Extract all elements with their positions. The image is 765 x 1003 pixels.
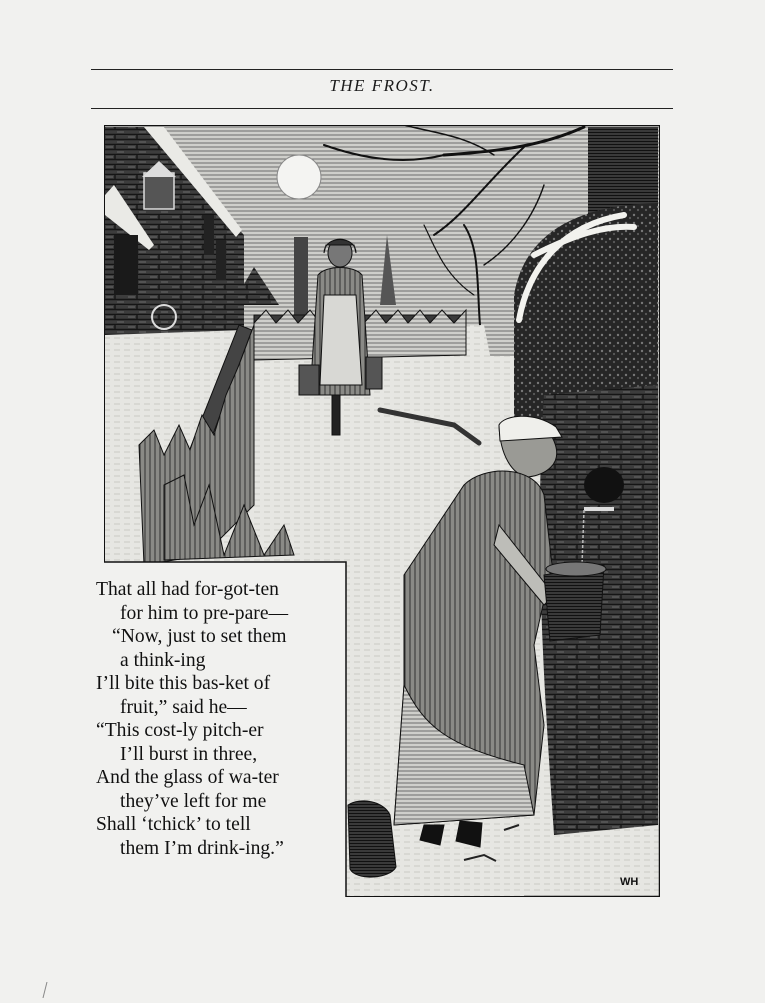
verse-line: for him to pre-pare— — [120, 602, 289, 624]
running-head: THE FROST. — [329, 76, 435, 95]
spout-opening — [584, 467, 624, 503]
header-rule-top — [91, 69, 673, 70]
verse-line: I’ll burst in three, — [120, 743, 258, 765]
verse — [96, 578, 346, 860]
verse-line: a think-ing — [120, 649, 206, 671]
margin-pencil-mark — [42, 982, 48, 998]
artist-monogram: WH — [620, 876, 639, 888]
verse-line: And the glass of wa-ter — [96, 767, 279, 788]
verse-line: them I’m drink-ing.” — [120, 837, 284, 859]
verse-line: they’ve left for me — [120, 790, 267, 812]
verse-line: “Now, just to set them — [112, 626, 287, 647]
broken-pitcher — [348, 801, 396, 877]
verse-line: Shall ‘tchick’ to tell — [96, 814, 251, 835]
verse-line: That all had for-got-ten — [96, 579, 279, 600]
moon — [277, 155, 321, 199]
header-rule-bottom — [91, 108, 673, 109]
verse-line: “This cost-ly pitch-er — [96, 720, 264, 741]
verse-line: I’ll bite this bas-ket of — [96, 673, 271, 694]
verse-line: fruit,” said he— — [120, 696, 247, 718]
